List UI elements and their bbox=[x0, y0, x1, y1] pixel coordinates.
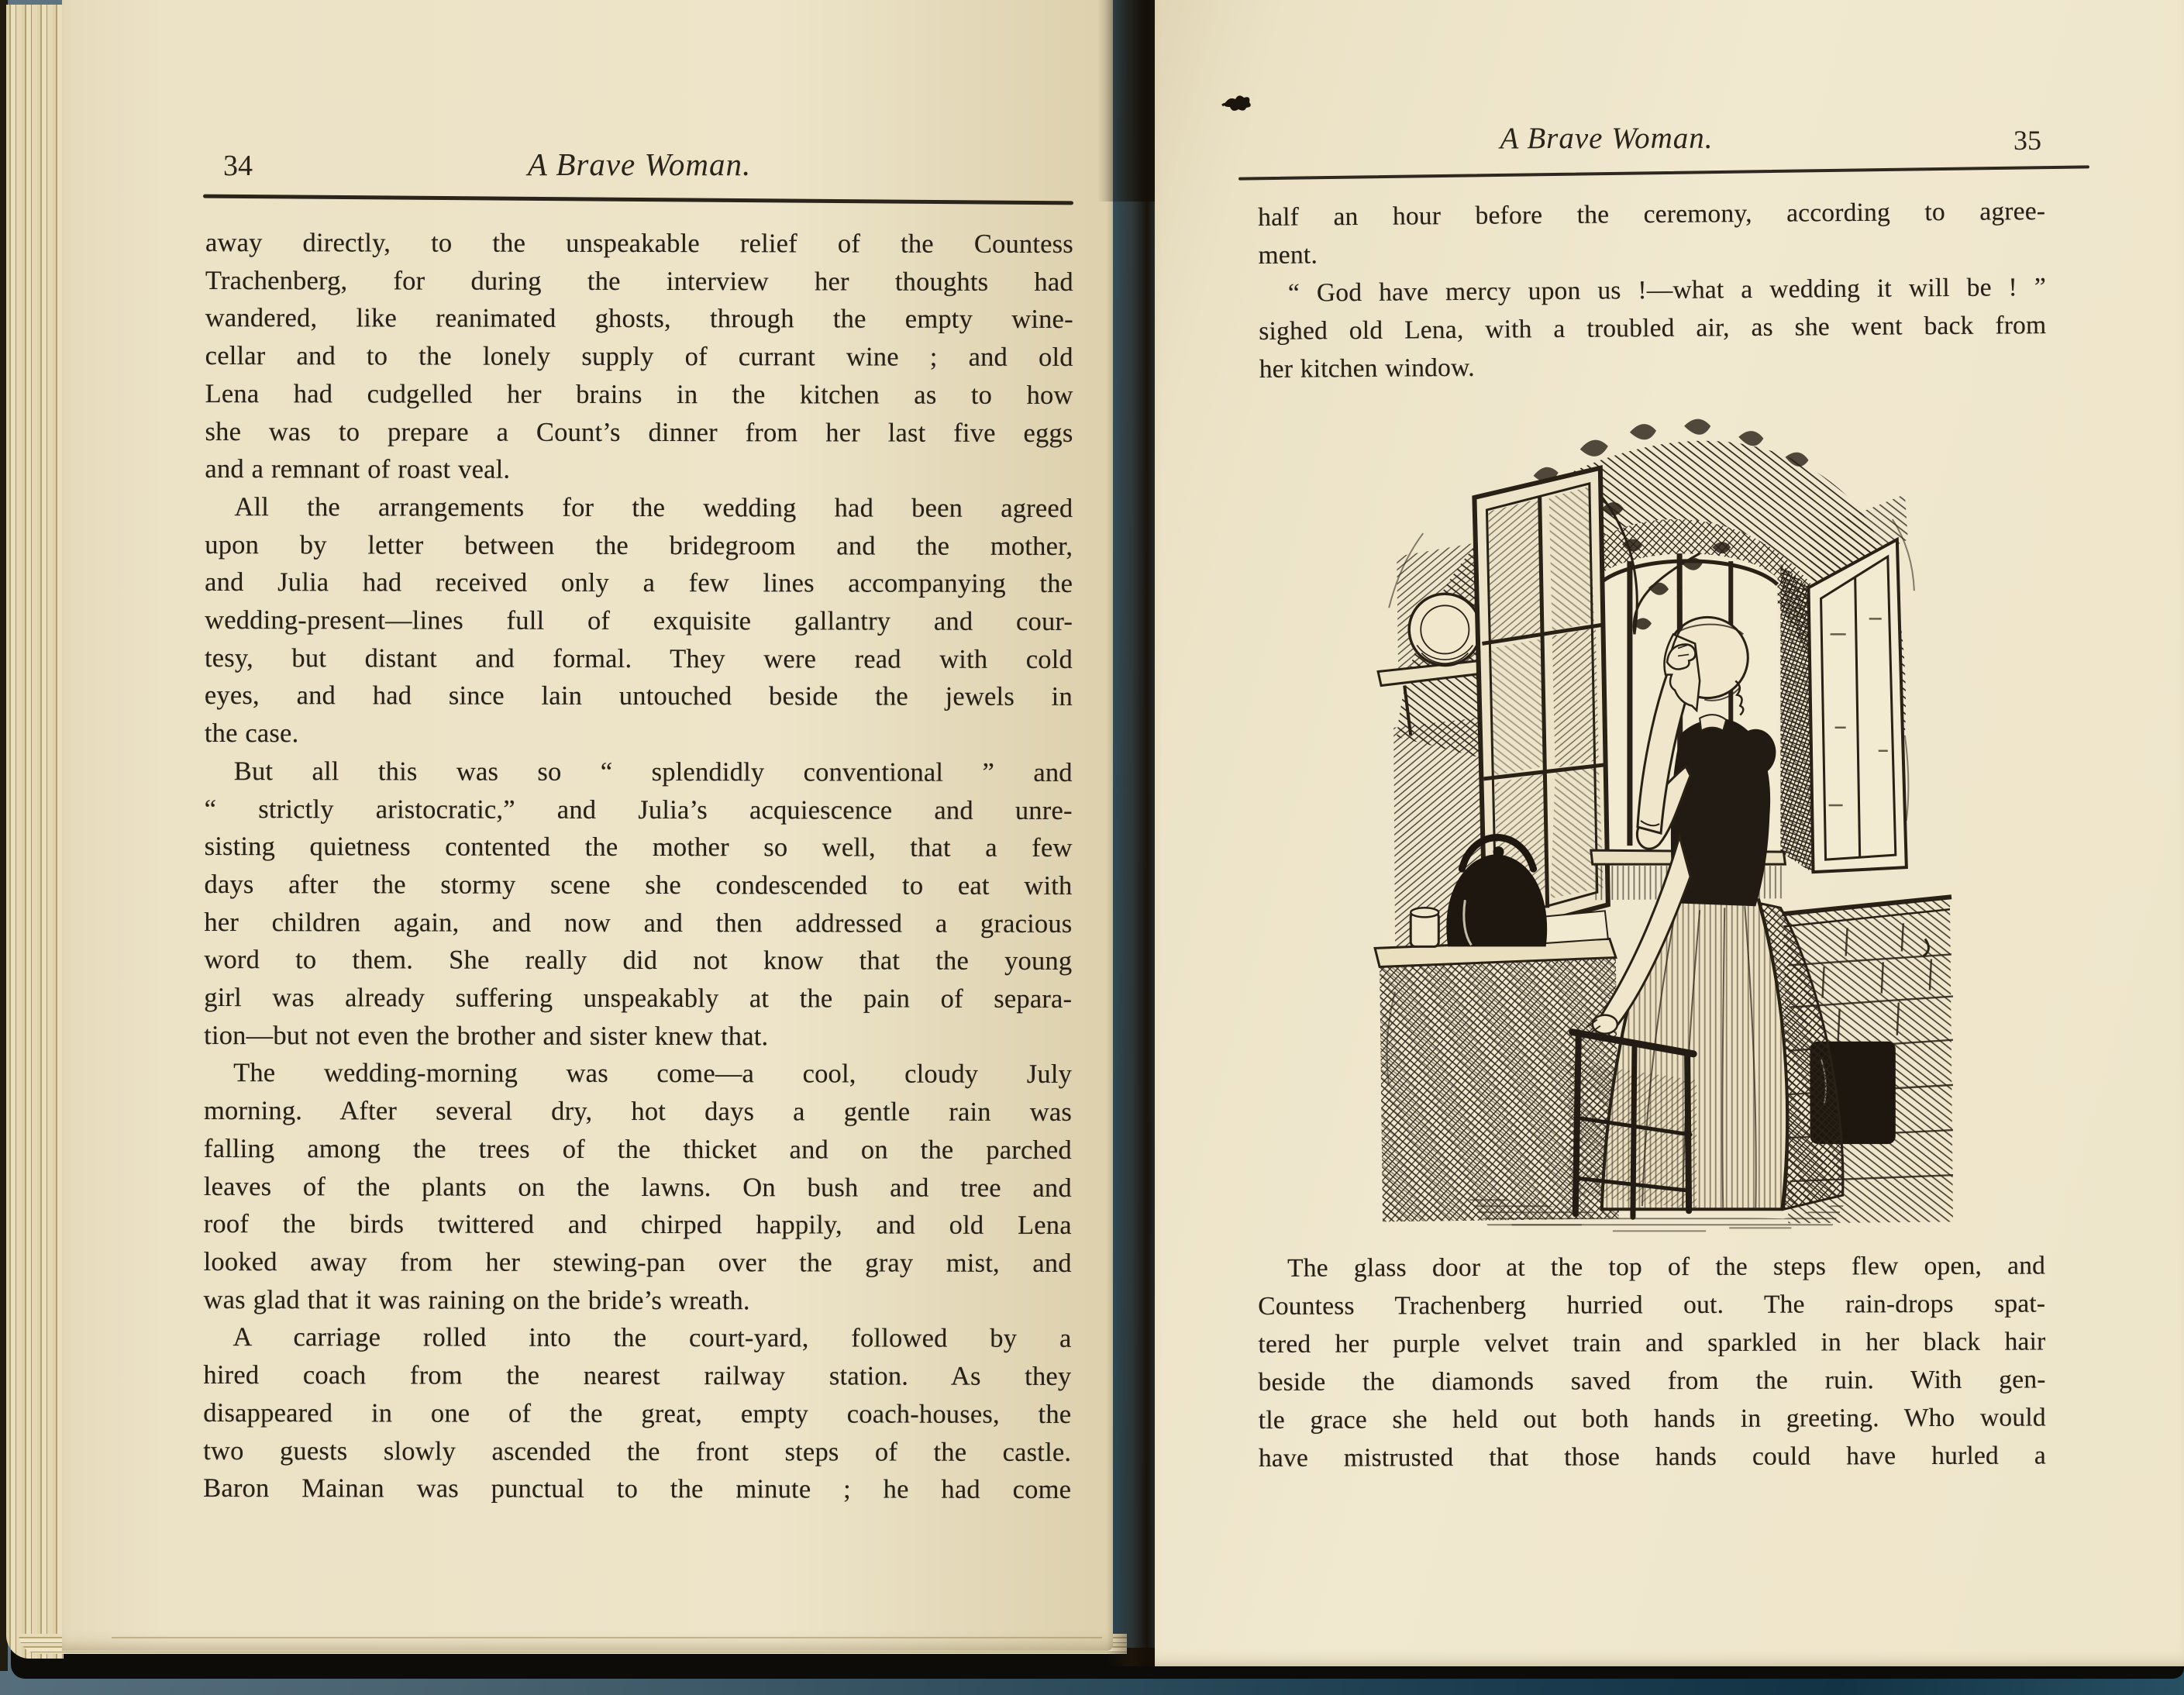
body-text-right-bottom bbox=[1258, 1246, 2046, 1477]
text-line: Trachenberg, for during the interview her thoughts had bbox=[205, 265, 1073, 297]
text-line: days after the stormy scene she condescended to eat with bbox=[204, 869, 1073, 901]
text-line: her children again, and now and then addressed a gracious bbox=[204, 907, 1073, 939]
running-title-left: A Brave Woman. bbox=[527, 146, 752, 182]
header-rule-right bbox=[1238, 165, 2089, 180]
text-line: ment. bbox=[1258, 240, 1318, 270]
text-line: sighed old Lena, with a troubled air, as she went back from bbox=[1259, 311, 2047, 346]
page-number-left: 34 bbox=[223, 150, 253, 182]
lena-window-illustration bbox=[1349, 400, 1955, 1242]
text-line: girl was already suffering unspeakably at the pain of separa- bbox=[204, 983, 1073, 1015]
text-line: All the arrangements for the wedding had been agreed bbox=[234, 491, 1073, 523]
text-line: disappeared in one of the great, empty coach-houses, the bbox=[203, 1397, 1072, 1429]
text-line: tion—but not even the brother and sister knew that. bbox=[204, 1020, 769, 1052]
text-line: was glad that it was raining on the bride’s wreath. bbox=[203, 1284, 750, 1315]
text-line: half an hour before the ceremony, according to agree- bbox=[1258, 197, 2046, 232]
text-line: Baron Mainan was punctual to the minute ; he had come bbox=[203, 1473, 1072, 1505]
body-text-right-top bbox=[1258, 192, 2047, 388]
text-line: wedding-present—lines full of exquisite gallantry and cour- bbox=[205, 605, 1073, 636]
text-line: “ God have mercy upon us !—what a wedding it will be ! ” bbox=[1287, 273, 2047, 308]
body-text-left bbox=[203, 224, 1073, 1509]
text-line: Countess Trachenberg hurried out. The rain-drops spat- bbox=[1258, 1289, 2046, 1321]
text-line: away directly, to the unspeakable relief of the Countess bbox=[205, 228, 1073, 259]
text-line: upon by letter between the bridegroom and the mother, bbox=[205, 529, 1073, 561]
text-line: The wedding-morning was come—a cool, cloudy July bbox=[233, 1058, 1073, 1090]
text-line: she was to prepare a Count’s dinner from her last five eggs bbox=[205, 416, 1073, 448]
text-line: cellar and to the lonely supply of currant wine ; and old bbox=[205, 341, 1073, 373]
text-line: the case. bbox=[204, 718, 299, 749]
text-line: and a remnant of roast veal. bbox=[205, 454, 511, 484]
text-line: looked away from her stewing-pan over the gray mist, and bbox=[203, 1246, 1072, 1278]
text-line: roof the birds twittered and chirped happily, and old Lena bbox=[203, 1209, 1072, 1241]
text-line: A carriage rolled into the court-yard, followed by a bbox=[233, 1322, 1072, 1354]
text-line: morning. After several dry, hot days a gentle rain was bbox=[203, 1096, 1073, 1128]
text-line: The glass door at the top of the steps flew open, and bbox=[1287, 1251, 2046, 1283]
left-page bbox=[62, 0, 1113, 1651]
page-number-right: 35 bbox=[2013, 125, 2041, 156]
text-line: sisting quietness contented the mother so well, that a few bbox=[204, 832, 1073, 863]
text-line: hired coach from the nearest railway station. As they bbox=[203, 1360, 1072, 1392]
text-line: tered her purple velvet train and sparkled in her black hair bbox=[1258, 1327, 2046, 1359]
engraving-svg bbox=[1349, 400, 1955, 1242]
text-line: two guests slowly ascended the front steps of the castle. bbox=[203, 1435, 1072, 1467]
text-line: beside the diamonds saved from the ruin. With gen- bbox=[1258, 1365, 2046, 1397]
text-line: her kitchen window. bbox=[1259, 353, 1475, 384]
text-line: But all this was so “ splendidly conventional ” and bbox=[233, 756, 1073, 787]
text-line: have mistrusted that those hands could have hurled a bbox=[1258, 1441, 2046, 1473]
running-title-right: A Brave Woman. bbox=[1500, 122, 1714, 155]
header-rule-left bbox=[203, 195, 1073, 205]
text-line: leaves of the plants on the lawns. On bush and tree and bbox=[203, 1171, 1072, 1203]
text-line: tesy, but distant and formal. They were read with cold bbox=[204, 643, 1073, 674]
text-line: word to them. She really did not know that the young bbox=[204, 945, 1073, 977]
text-line: eyes, and had since lain untouched beside the jewels in bbox=[204, 680, 1073, 712]
text-line: falling among the trees of the thicket and on the parched bbox=[203, 1133, 1072, 1165]
text-line: Lena had cudgelled her brains in the kitchen as to how bbox=[205, 378, 1073, 410]
right-page bbox=[1155, 0, 2184, 1666]
text-line: tle grace she held out both hands in greeting. Who would bbox=[1258, 1403, 2046, 1435]
ink-blemish bbox=[1221, 90, 1252, 113]
page-stack-left-edges bbox=[6, 5, 64, 1659]
text-line: “ strictly aristocratic,” and Julia’s acquiescence and unre- bbox=[204, 794, 1073, 825]
text-line: and Julia had received only a few lines accompanying the bbox=[205, 567, 1073, 599]
text-line: wandered, like reanimated ghosts, through the empty wine- bbox=[205, 303, 1073, 335]
